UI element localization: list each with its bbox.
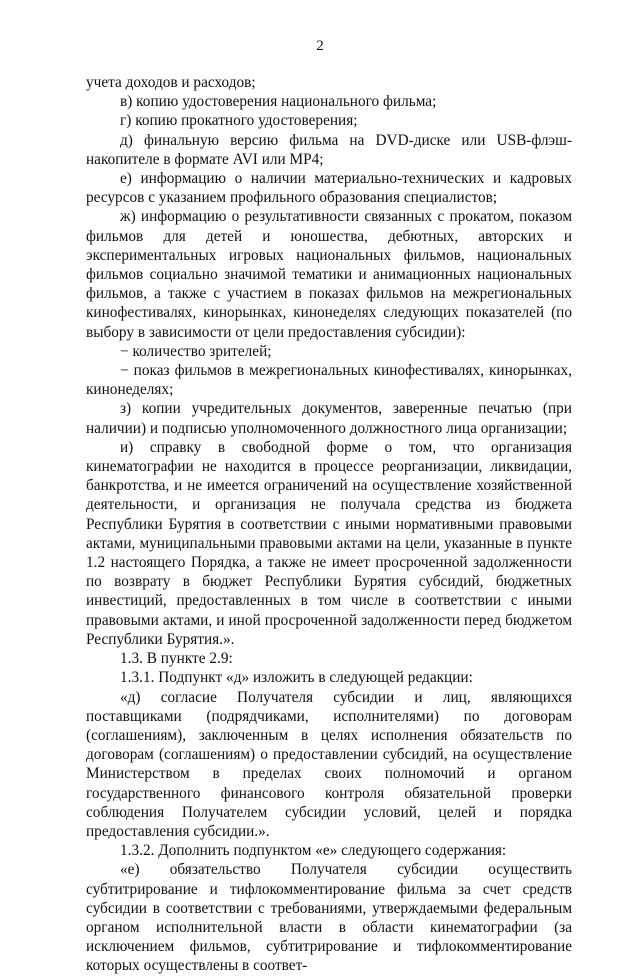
paragraph-section-1-3: 1.3. В пункте 2.9: [120, 650, 233, 668]
paragraph-subitem-e-obligation: «е) обязательство Получателя субсидии осуществить субтитрирование и тифлокомментирование фильма за счет средств субсидии в соответствии с требованиями, утверждаемыми федеральным органом исполнительной власти в области кинематографии (за исключением фильмов, субтитрирование и тифлокомментирование которых осуществлены в соответ- [86, 861, 572, 975]
paragraph-item-d: д) финальную версию фильма на DVD-диске или USB-флэш-накопителе в формате AVI или MP4; [86, 131, 572, 168]
paragraph-item-v: в) копию удостоверения национального фильма; [120, 93, 437, 111]
document-body [86, 73, 572, 976]
paragraph-income-accounting: учета доходов и расходов; [86, 74, 256, 91]
paragraph-subitem-d-consent: «д) согласие Получателя субсидии и лиц, являющихся поставщиками (подрядчиками, исполнителями) по договорам (соглашениям), заключенным в целях исполнения обязательств по договорам (соглашениям) о предоставлении субсидий, на осуществление Министерством в пределах своих полномочий и органом государственного финансового контроля обязательной проверки соблюдения Получателем субсидии условий, целей и порядка предоставления субсидии.». [86, 688, 572, 840]
paragraph-item-g: г) копию прокатного удостоверения; [120, 112, 358, 130]
paragraph-dash-screenings: − показ фильмов в межрегиональных кинофестивалях, кинорынках, кинонеделях; [86, 362, 572, 399]
paragraph-dash-viewers: − количество зрителей; [120, 342, 272, 360]
paragraph-item-z: з) копии учредительных документов, заверенные печатью (при наличии) и подписью уполномоченного должностного лица организации; [86, 400, 572, 437]
paragraph-item-i: и) справку в свободной форме о том, что организация кинематографии не находится в процессе реорганизации, ликвидации, банкротства, и не имеется ограничений на осуществление хозяйственной деятельности, и организация не получала средства из бюджета Республики Бурятия в соответствии с иными нормативными правовыми актами, муниципальными правовыми актами на цели, указанные в пункте 1.2 настоящего Порядка, а также не имеет просроченной задолженности по возврату в бюджет Республики Бурятия субсидий, бюджетных инвестиций, предоставленных в том числе в соответствии с иными правовыми актами, и иной просроченной задолженности перед бюджетом Республики Бурятия.». [86, 438, 572, 648]
paragraph-item-e: е) информацию о наличии материально-технических и кадровых ресурсов с указанием профильного образования специалистов; [86, 170, 572, 207]
page-number: 2 [316, 38, 324, 54]
paragraph-section-1-3-2: 1.3.2. Дополнить подпунктом «е» следующего содержания: [120, 842, 507, 860]
paragraph-section-1-3-1: 1.3.1. Подпункт «д» изложить в следующей редакции: [120, 669, 473, 687]
paragraph-item-zh: ж) информацию о результативности связанных с прокатом, показом фильмов для детей и юношества, дебютных, авторских и экспериментальных игровых национальных фильмов, национальных фильмов социально значимой тематики и анимационных национальных фильмов, а также с участием в показах фильмов на межрегиональных кинофестивалях, кинорынках, кинонеделях следующих показателей (по выбору в зависимости от цели предоставления субсидии): [86, 208, 572, 341]
